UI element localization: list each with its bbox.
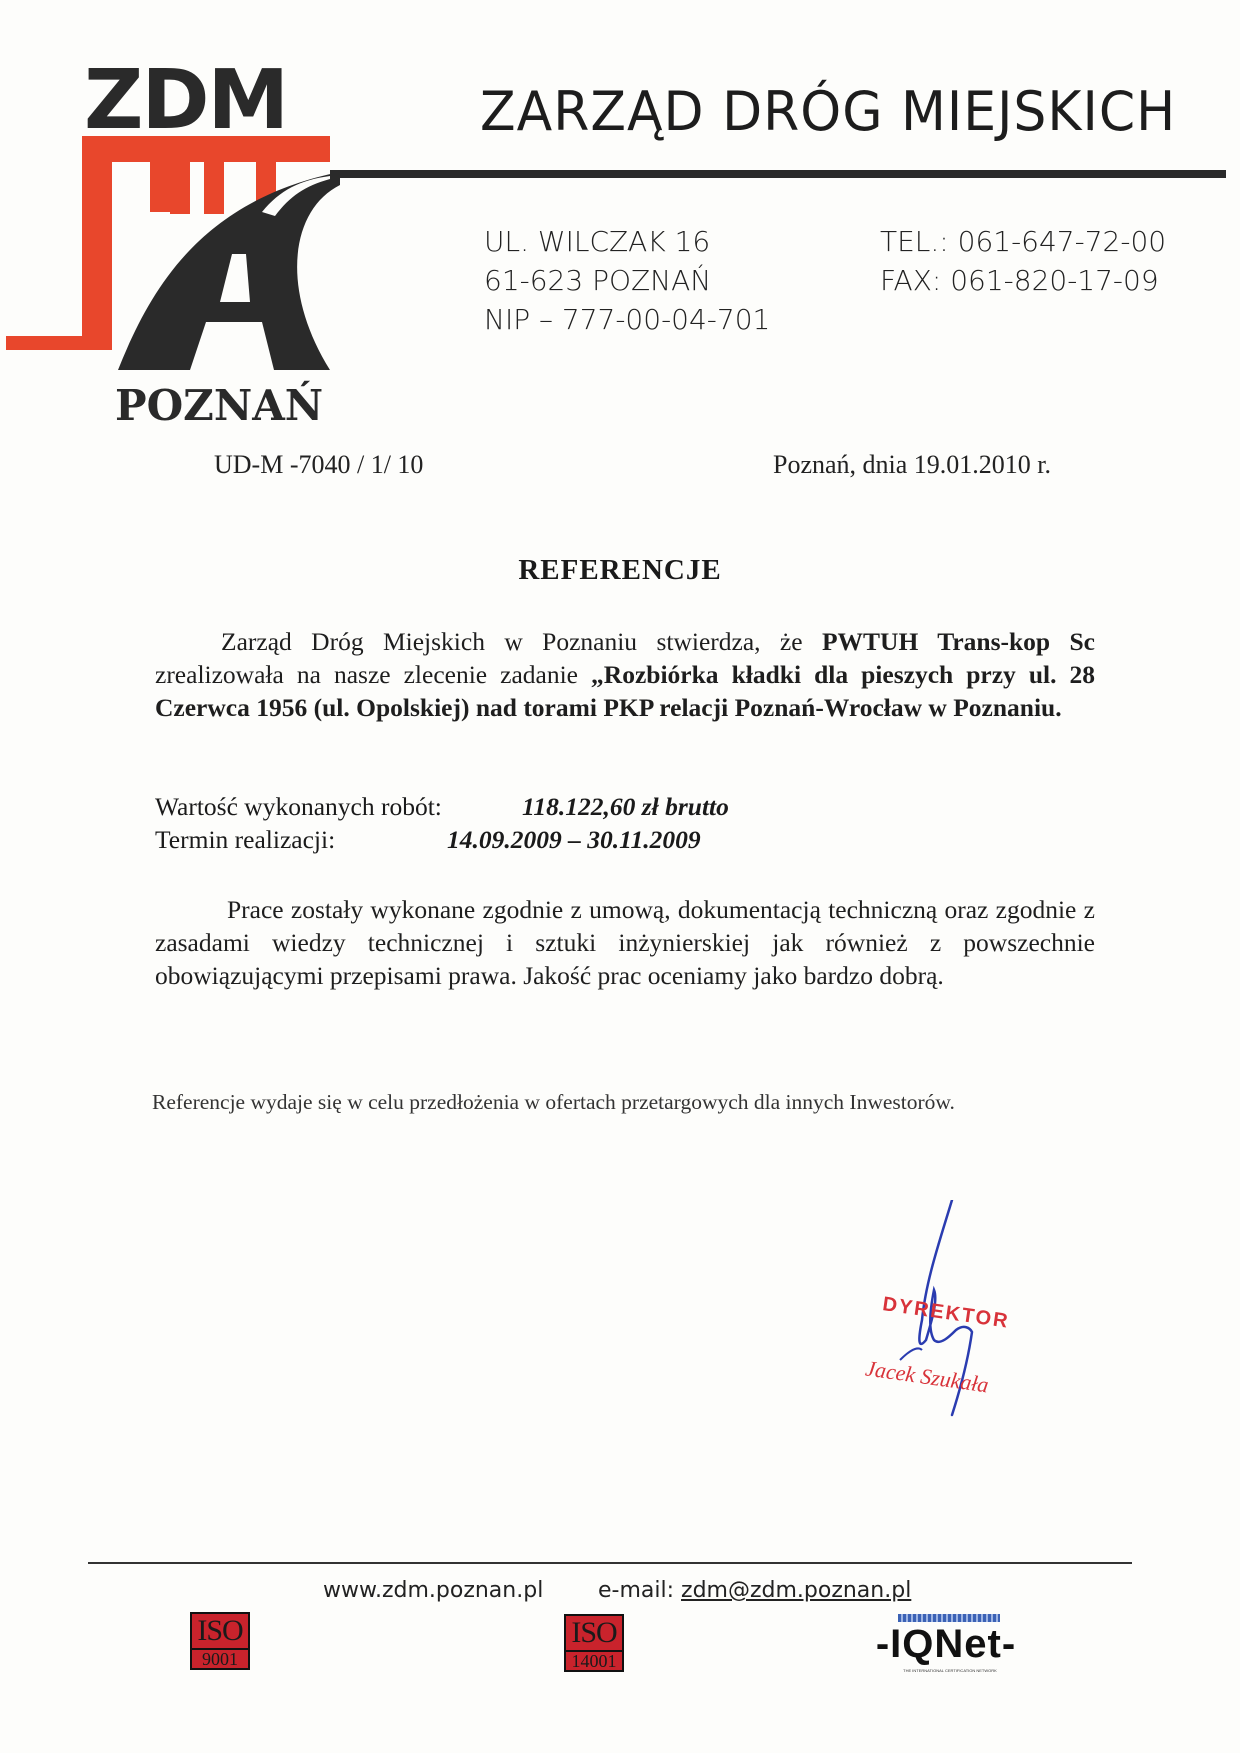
iso-number: 14001 [566, 1650, 622, 1670]
iqnet-wordmark: -IQNet- [875, 1622, 1017, 1666]
iqnet-logo [860, 1614, 1032, 1674]
stamp-title: DYREKTOR [881, 1293, 1011, 1333]
term-row [155, 825, 701, 855]
address-line: NIP – 777-00-04-701 [484, 303, 771, 336]
header-rule [376, 170, 1226, 178]
value-label: Wartość wykonanych robót: [155, 792, 442, 821]
body-paragraph-1 [155, 625, 1095, 724]
iso-14001-logo [564, 1614, 624, 1672]
logo-city: POZNAŃ [115, 381, 324, 430]
iso-number: 9001 [192, 1648, 248, 1668]
paragraph-text: Zarząd Dróg Miejskich w Poznaniu stwierdza, że [221, 627, 822, 656]
org-name: ZARZĄD DRÓG MIEJSKICH [480, 80, 1177, 144]
phone-line: TEL.: 061-647-72-00 [880, 225, 1167, 258]
email-link[interactable]: zdm@zdm.poznan.pl [681, 1578, 912, 1603]
fax-line: FAX: 061-820-17-09 [880, 264, 1159, 297]
email-label: e-mail: [598, 1578, 682, 1603]
logo-text: ZDM [84, 53, 288, 148]
reference-number: UD-M -7040 / 1/ 10 [214, 450, 424, 479]
document-title: REFERENCJE [518, 554, 722, 586]
website-link[interactable]: www.zdm.poznan.pl [323, 1578, 544, 1603]
term-dates: 14.09.2009 – 30.11.2009 [447, 825, 701, 854]
company-name: PWTUH Trans-kop Sc [821, 627, 1095, 656]
email-block [598, 1578, 911, 1603]
value-row [155, 792, 729, 822]
address-line: UL. WILCZAK 16 [484, 225, 711, 258]
iqnet-tagline: THE INTERNATIONAL CERTIFICATION NETWORK [903, 1668, 997, 1673]
paragraph-text: zrealizowała na nasze zlecenie zadanie [155, 660, 592, 689]
body-paragraph-2 [155, 893, 1095, 992]
term-label: Termin realizacji: [155, 825, 336, 854]
contact-block [880, 222, 1166, 300]
place-date: Poznań, dnia 19.01.2010 r. [773, 450, 1052, 479]
address-block [484, 222, 770, 339]
task-name: „Rozbiórka kładki dla pieszych przy ul. 28 Czerwca 1956 (ul. Opolskiej) nad torami PKP relacji Poznań-Wrocław w Poznaniu. [155, 660, 1095, 722]
footer-rule [88, 1562, 1132, 1564]
zdm-logo [0, 40, 380, 430]
stamp-name: Jacek Szukała [863, 1355, 991, 1398]
paragraph-text: Prace zostały wykonane zgodnie z umową, dokumentacją techniczną oraz zgodnie z zasadami wiedzy technicznej i sztuki inżynierskiej jak również z powszechnie obowiązującymi przepisami prawa. Jakość prac oceniamy jako bardzo dobrą. [155, 895, 1095, 990]
closing-note: Referencje wydaje się w celu przedłożenia w ofertach przetargowych dla innych Inwestorów. [152, 1090, 955, 1114]
iqnet-stripe [898, 1614, 1000, 1622]
iso-label: ISO [197, 1614, 243, 1647]
iso-label: ISO [571, 1616, 617, 1649]
address-line: 61-623 POZNAŃ [484, 264, 712, 297]
iso-9001-logo [190, 1612, 250, 1670]
value-amount: 118.122,60 zł brutto [522, 792, 729, 821]
